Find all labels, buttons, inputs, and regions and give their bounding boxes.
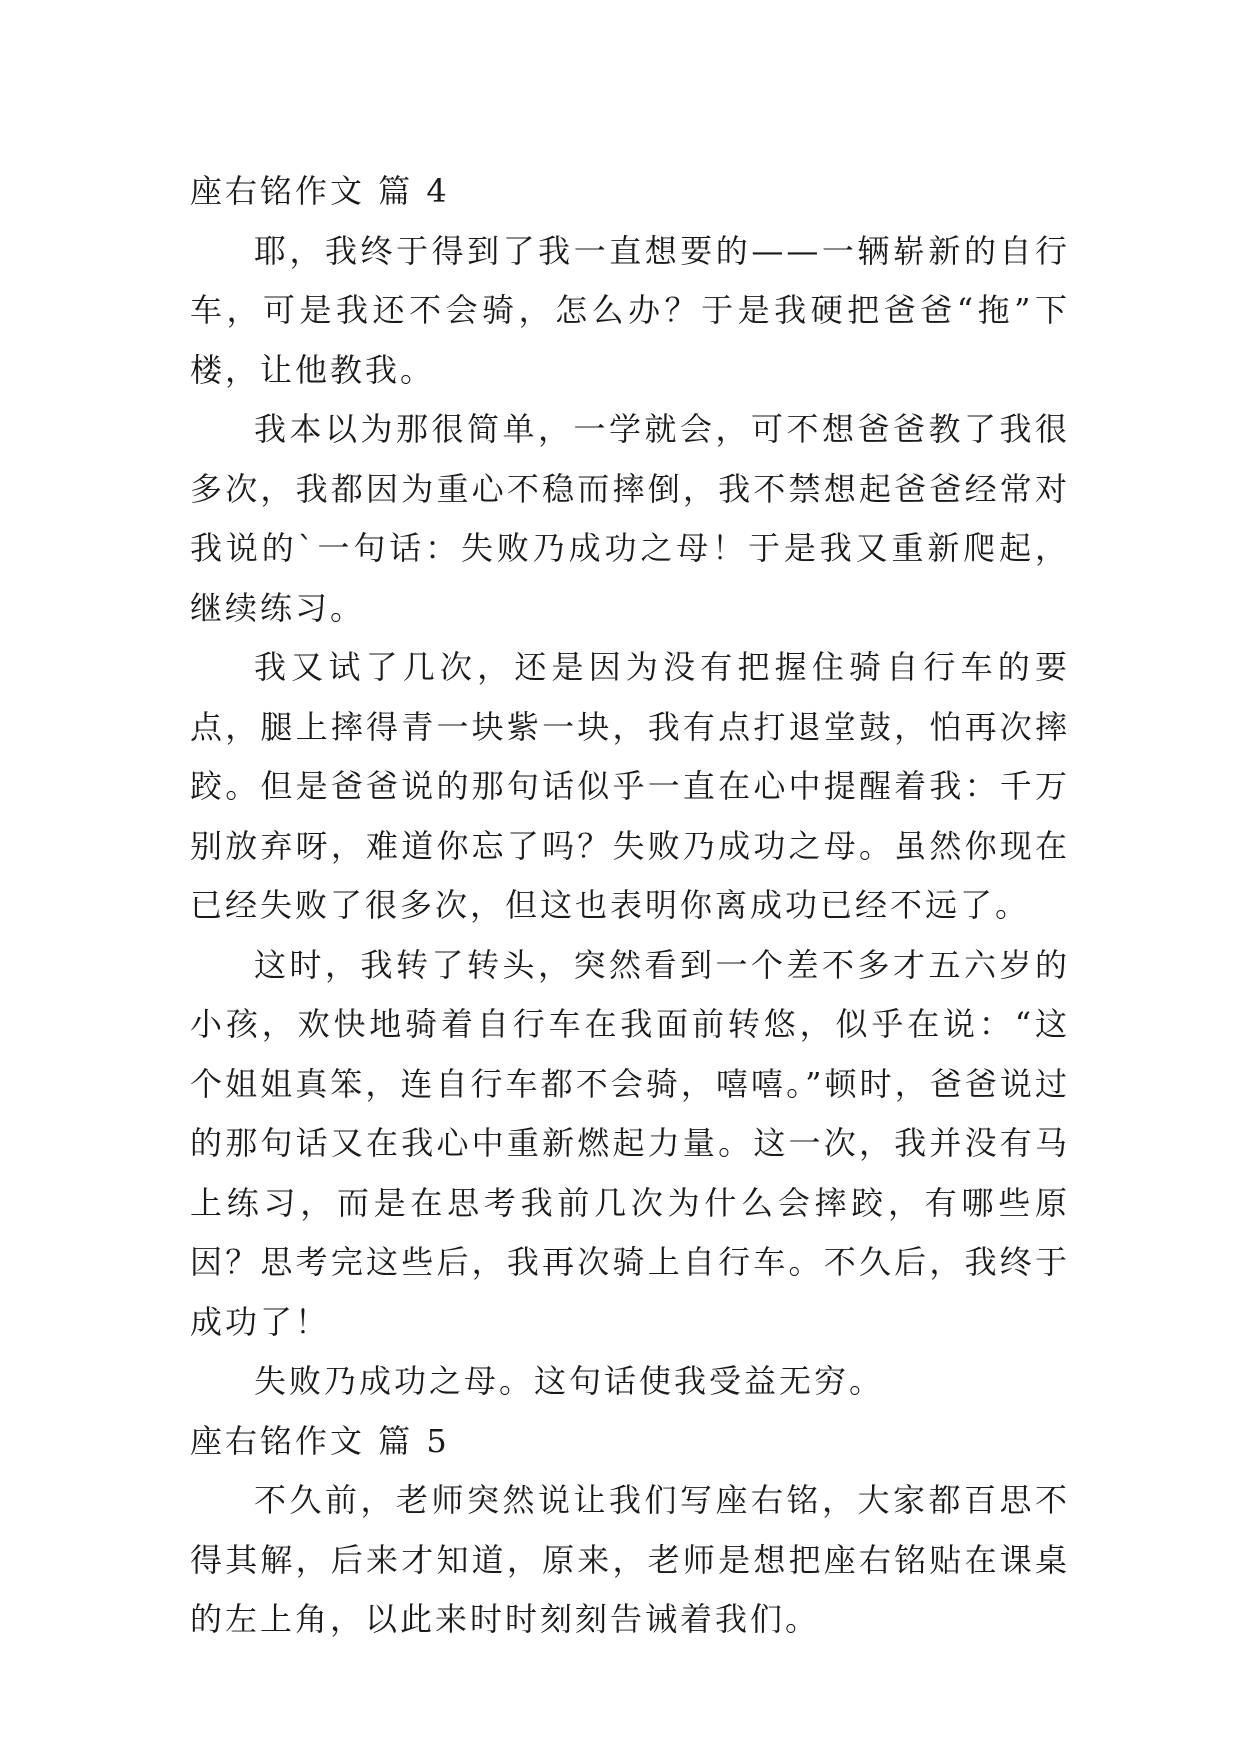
section-heading: 座右铭作文 篇 4 xyxy=(190,172,450,210)
section-essay-5 xyxy=(190,1412,1070,1650)
section-heading: 座右铭作文 篇 5 xyxy=(190,1421,450,1460)
paragraph: 失败乃成功之母。这句话使我受益无穷。 xyxy=(254,1362,885,1400)
paragraph: 这时，我转了转头，突然看到一个差不多才五六岁的小孩，欢快地骑着自行车在我面前转悠，似乎在说：“这个姐姐真笨，连自行车都不会骑，嘻嘻。”顿时，爸爸说过的那句话又在我心中重新燃起力量。这一次，我并没有马上练习，而是在思考我前几次为什么会摔跤，有哪些原因？思考完这些后，我再次骑上自行车。不久后，我终于成功了！ xyxy=(190,945,1070,1341)
paragraph: 不久前，老师突然说让我们写座右铭，大家都百思不得其解，后来才知道，原来，老师是想把座右铭贴在课桌的左上角，以此来时时刻刻告诫着我们。 xyxy=(190,1481,1070,1638)
document-body xyxy=(190,162,1070,1650)
paragraph: 我本以为那很简单，一学就会，可不想爸爸教了我很多次，我都因为重心不稳而摔倒，我不禁想起爸爸经常对我说的`一句话：失败乃成功之母！于是我又重新爬起，继续练习。 xyxy=(190,410,1070,627)
section-essay-4 xyxy=(190,162,1070,1412)
paragraph: 我又试了几次，还是因为没有把握住骑自行车的要点，腿上摔得青一块紫一块，我有点打退堂鼓，怕再次摔跤。但是爸爸说的那句话似乎一直在心中提醒着我：千万别放弃呀，难道你忘了吗？失败乃成功之母。虽然你现在已经失败了很多次，但这也表明你离成功已经不远了。 xyxy=(190,648,1070,924)
paragraph: 耶，我终于得到了我一直想要的——一辆崭新的自行车，可是我还不会骑，怎么办？于是我硬把爸爸“拖”下楼，让他教我。 xyxy=(190,231,1070,389)
